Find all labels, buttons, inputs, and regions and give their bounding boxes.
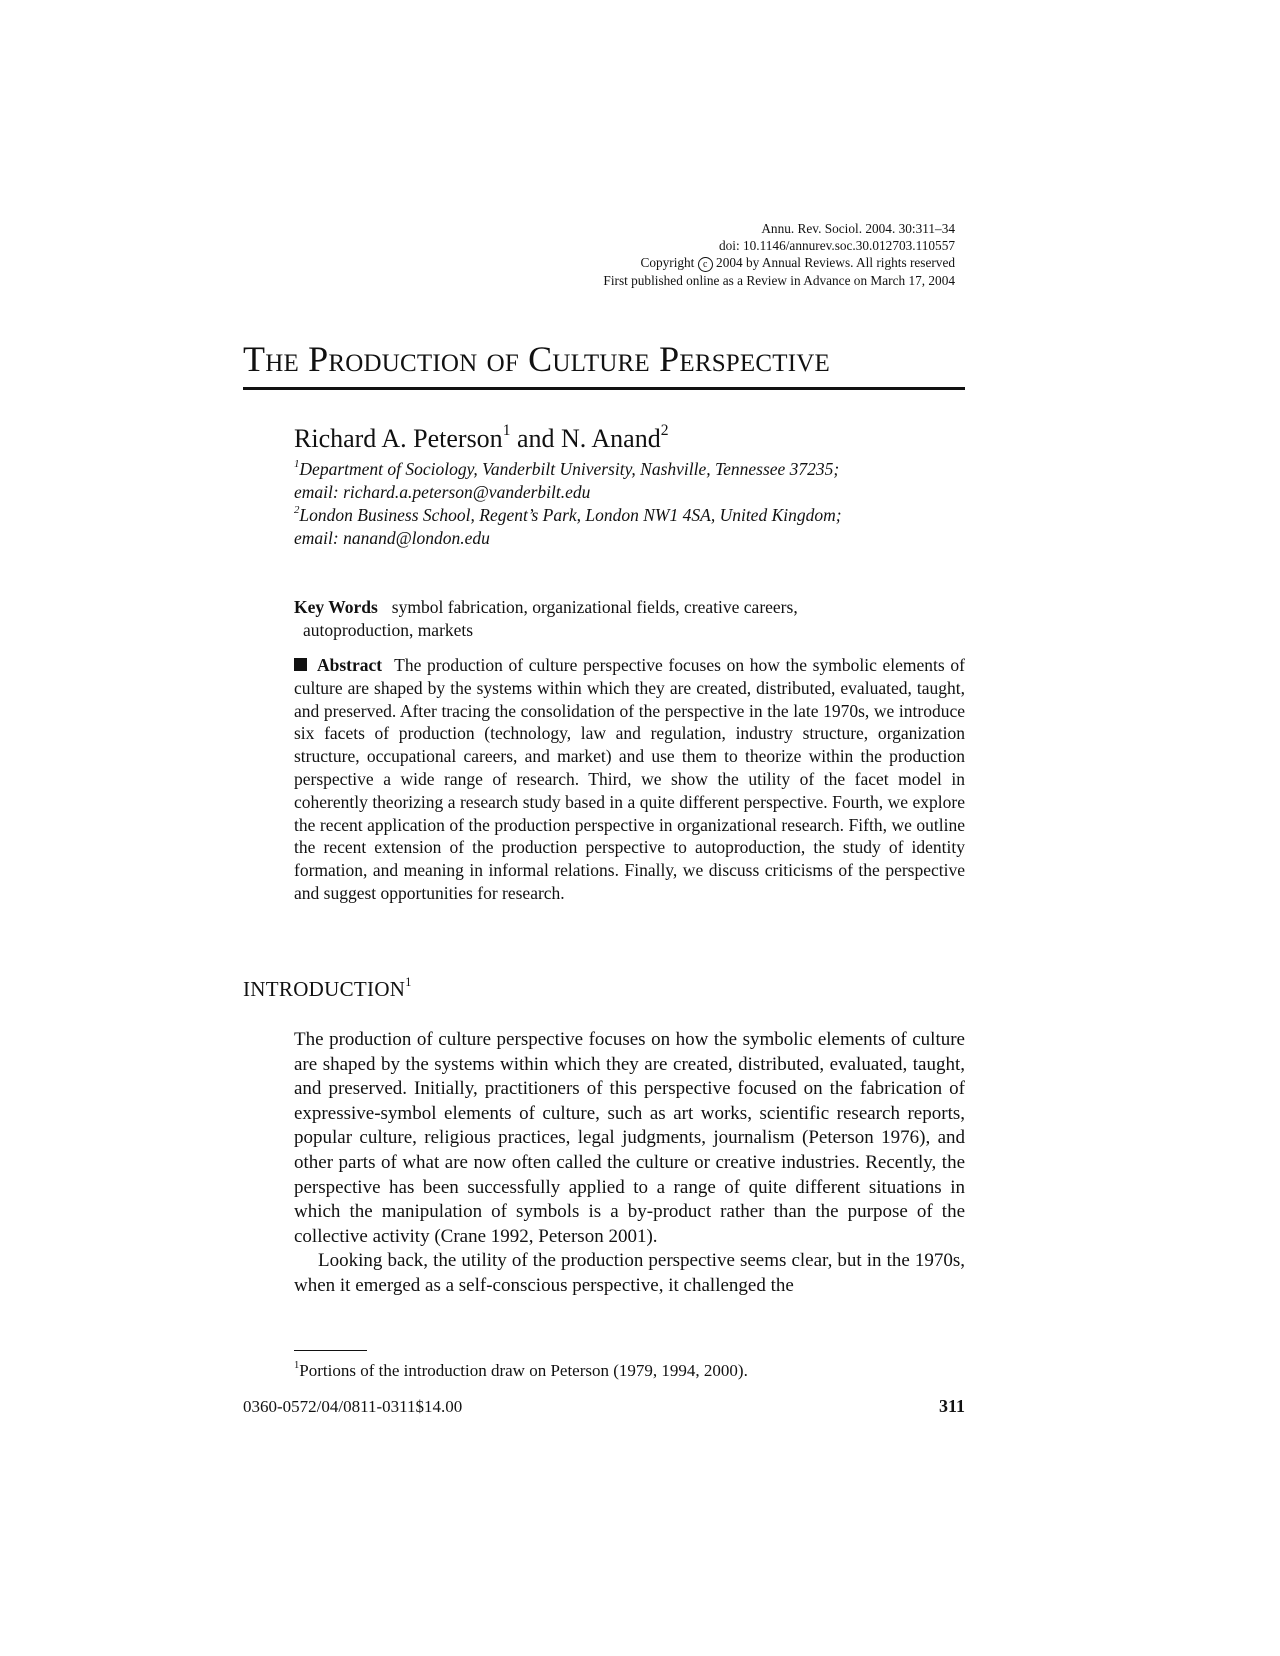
copyright-symbol: c (698, 257, 713, 272)
key-words-label: Key Words (294, 597, 378, 617)
page-number: 311 (938, 1396, 965, 1416)
author-2: N. Anand (561, 424, 661, 453)
copyright-line (335, 254, 955, 272)
author-1-mark: 1 (502, 422, 511, 440)
abstract-square-icon (294, 658, 307, 671)
affiliations (294, 458, 974, 550)
introduction-footnote-mark: 1 (405, 975, 412, 990)
introduction-paragraph-2: Looking back, the utility of the production perspective seems clear, but in the 1970s, when it emerged as a self-conscious perspective, it challenged the (294, 1250, 965, 1296)
footnote-text: Portions of the introduction draw on Peterson (1979, 1994, 2000). (299, 1361, 748, 1380)
abstract-text: The production of culture perspective focuses on how the symbolic elements of culture are shaped by the systems within which they are created, distributed, evaluated, taught, and preserved. After tracing the consolidation of the perspective in the late 1970s, we introduce six facets of production (technology, law and regulation, industry structure, organization structure, occupational careers, and market) and use them to theorize within the production perspective a wide range of research. Third, we show the utility of the facet model in coherently theorizing a research study based in a quite different perspective. Fourth, we explore the recent application of the production perspective in organizational research. Fifth, we outline the recent extension of the production perspective to autoproduction, the study of identity formation, and meaning in informal relations. Finally, we discuss criticisms of the perspective and suggest opportunities for research. (294, 655, 965, 903)
author-names (294, 424, 669, 454)
footnote-mark: 1 (294, 1359, 300, 1371)
affiliation-1: $^1$Department of Sociology, Vanderbilt University, Nashville, Tennessee 37235; (294, 457, 840, 479)
author-2-mark: 2 (660, 422, 669, 440)
issn-price-code: 0360-0572/04/0811-0311$14.00 (243, 1397, 463, 1416)
affiliation-2: $^2$London Business School, Regent’s Park, London NW1 4SA, United Kingdom; (294, 503, 842, 525)
doi-line: doi: 10.1146/annurev.soc.30.012703.110557 (719, 238, 955, 253)
introduction-body (294, 1028, 965, 1299)
key-words-line-1: symbol fabrication, organizational fields, creative careers, (391, 597, 798, 617)
journal-citation: Annu. Rev. Sociol. 2004. 30:311–34 (761, 221, 955, 236)
author-1: Richard A. Peterson (294, 424, 503, 453)
paper-title: The Production of Culture Perspective (243, 339, 830, 379)
introduction-heading: INTRODUCTION$^1$ (243, 975, 412, 1001)
copyright-suffix: 2004 by Annual Reviews. All rights reserved (716, 255, 955, 270)
footnote-rule (294, 1350, 367, 1351)
publication-line: First published online as a Review in Advance on March 17, 2004 (603, 273, 955, 288)
introduction-paragraph-1: The production of culture perspective focuses on how the symbolic elements of culture are shaped by the systems within which they are created, distributed, evaluated, taught, and preserved. Initially, practitioners of this perspective focused on the fabrication of expressive-symbol elements of culture, such as art works, scientific research reports, popular culture, religious practices, legal judgments, journalism (Peterson 1976), and other parts of what are now often called the culture or creative industries. Recently, the perspective has been successfully applied to a range of quite different situations in which the manipulation of symbols is a by-product rather than the purpose of the collective activity (Crane 1992, Peterson 2001). (294, 1029, 965, 1247)
email-1[interactable]: email: richard.a.peterson@vanderbilt.edu (294, 482, 591, 502)
copyright-prefix: Copyright (640, 255, 695, 270)
key-words (294, 596, 966, 642)
journal-header (335, 220, 955, 289)
email-2[interactable]: email: nanand@london.edu (294, 528, 490, 548)
abstract-label: Abstract (317, 655, 383, 675)
title-rule (243, 387, 965, 390)
footnote (294, 1360, 965, 1382)
key-words-line-2: autoproduction, markets (303, 620, 474, 640)
abstract (294, 654, 965, 905)
author-conjunction: and (516, 424, 555, 453)
